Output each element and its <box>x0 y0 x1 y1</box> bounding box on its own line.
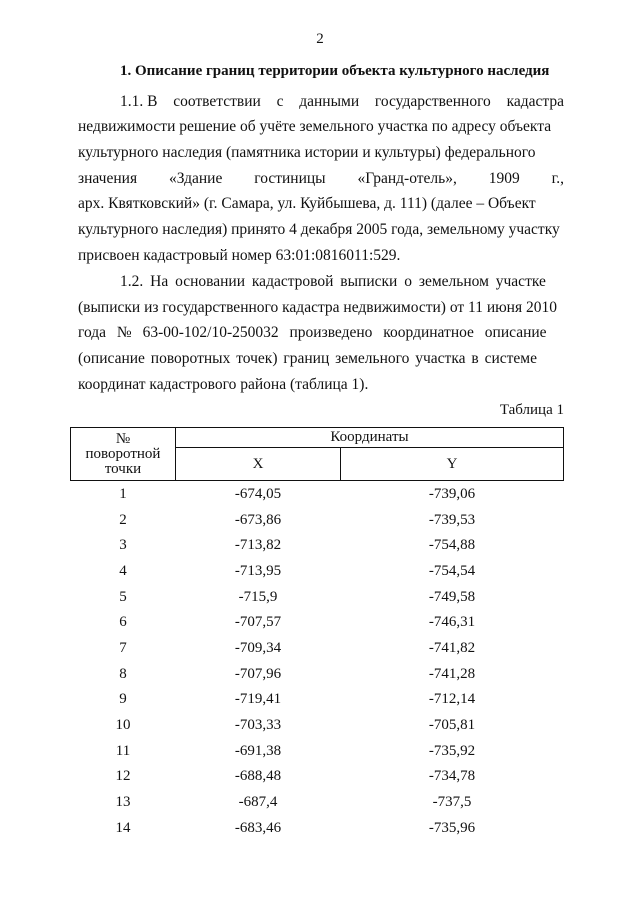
y-coordinate-cell: -749,58 <box>428 588 476 605</box>
x-coordinate-cell: -719,41 <box>234 691 282 708</box>
x-coordinate-cell: -709,34 <box>234 639 282 656</box>
point-number-cell: 8 <box>119 665 127 682</box>
section-heading: 1. Описание границ территории объекта культурного наследия <box>120 63 550 79</box>
table-row <box>71 558 564 584</box>
point-number-cell: 2 <box>119 511 127 528</box>
table-row <box>71 532 564 558</box>
page-number: 2 <box>316 31 324 47</box>
paragraph-1-1-line-2: недвижимости решение об учёте земельного участка по адресу объекта <box>78 118 552 135</box>
paragraph-1-1-line-7: присвоен кадастровый номер 63:01:0816011:529. <box>78 247 401 264</box>
x-coordinate-cell: -703,33 <box>234 717 282 734</box>
table-row <box>71 661 564 687</box>
point-number-cell: 12 <box>115 768 131 785</box>
word: «Здание <box>168 170 223 187</box>
x-coordinate-cell: -674,05 <box>234 485 282 502</box>
y-coordinate-cell: -734,78 <box>428 768 476 785</box>
table-row <box>71 764 564 790</box>
word: 1.1. В <box>120 93 158 110</box>
table-row <box>71 687 564 713</box>
point-number-header <box>71 428 176 481</box>
x-coordinate-cell: -673,86 <box>234 511 282 528</box>
point-number-cell: 1 <box>119 485 127 502</box>
word: «Гранд-отель», <box>357 170 457 187</box>
point-number-header-line-2: поворотной <box>85 445 161 462</box>
y-coordinate-cell: -746,31 <box>428 614 476 631</box>
y-coordinate-cell: -754,54 <box>428 562 476 579</box>
table-row <box>71 481 564 507</box>
x-coordinate-cell: -707,96 <box>234 665 282 682</box>
table-row <box>71 738 564 764</box>
y-coordinate-cell: -735,92 <box>428 742 476 759</box>
paragraph-1-1-line-6: культурного наследия) принято 4 декабря 2005 года, земельному участку <box>78 221 560 238</box>
paragraph-1-2-line-1: 1.2. На основании кадастровой выписки о земельном участке <box>120 273 546 290</box>
word: 1909 <box>488 170 520 187</box>
y-coordinate-cell: -737,5 <box>432 794 472 811</box>
paragraph-1-2-line-3: года № 63-00-102/10-250032 произведено координатное описание <box>78 324 547 341</box>
paragraph-1-2-line-2: (выписки из государственного кадастра недвижимости) от 11 июня 2010 <box>78 299 557 316</box>
table-row <box>71 789 564 815</box>
y-coordinate-cell: -739,06 <box>428 485 476 502</box>
word: данными <box>299 93 360 110</box>
x-coordinate-cell: -687,4 <box>238 794 278 811</box>
paragraph-1-1-line-3: культурного наследия (памятника истории и культуры) федерального <box>78 144 536 161</box>
x-coordinate-cell: -688,48 <box>234 768 282 785</box>
point-number-cell: 7 <box>119 639 127 656</box>
coordinates-table-body <box>71 481 564 841</box>
word: государственного <box>374 93 491 110</box>
point-number-cell: 4 <box>119 562 127 579</box>
x-coordinate-cell: -713,82 <box>234 537 282 554</box>
y-coordinate-cell: -712,14 <box>428 691 476 708</box>
word: с <box>276 93 284 110</box>
paragraph-1-1-line-1 <box>120 93 564 111</box>
table-row <box>71 609 564 635</box>
x-coordinate-cell: -691,38 <box>234 742 282 759</box>
table-row <box>71 507 564 533</box>
paragraph-1-2-line-4: (описание поворотных точек) границ земельного участка в системе <box>78 350 537 367</box>
word: кадастра <box>506 93 564 110</box>
word: г., <box>551 170 564 187</box>
point-number-cell: 11 <box>115 742 131 759</box>
x-coordinate-cell: -707,57 <box>234 614 282 631</box>
paragraph-1-1-line-4 <box>78 170 564 188</box>
table-row <box>71 712 564 738</box>
y-coordinate-cell: -735,96 <box>428 819 476 836</box>
point-number-header-line-1: № <box>115 430 131 447</box>
point-number-cell: 5 <box>119 588 127 605</box>
table-row <box>71 815 564 841</box>
y-coordinate-cell: -741,28 <box>428 665 476 682</box>
x-coordinate-cell: -715,9 <box>238 588 278 605</box>
x-header: X <box>176 448 341 481</box>
word: гостиницы <box>254 170 326 187</box>
point-number-header-line-3: точки <box>104 460 142 477</box>
point-number-cell: 14 <box>115 819 131 836</box>
x-coordinate-cell: -683,46 <box>234 819 282 836</box>
paragraph-1-1-line-5: арх. Квятковский» (г. Самара, ул. Куйбышева, д. 111) (далее – Объект <box>78 195 536 212</box>
paragraph-1-2-line-5: координат кадастрового района (таблица 1). <box>78 376 369 393</box>
coordinates-header: Координаты <box>176 428 564 448</box>
y-coordinate-cell: -739,53 <box>428 511 476 528</box>
word: соответствии <box>173 93 261 110</box>
point-number-cell: 3 <box>119 537 127 554</box>
y-coordinate-cell: -754,88 <box>428 537 476 554</box>
y-coordinate-cell: -705,81 <box>428 717 476 734</box>
point-number-cell: 9 <box>119 691 127 708</box>
table-row <box>71 584 564 610</box>
table-caption: Таблица 1 <box>499 402 564 418</box>
point-number-cell: 10 <box>115 717 131 734</box>
point-number-cell: 13 <box>115 794 131 811</box>
table-row <box>71 635 564 661</box>
y-coordinate-cell: -741,82 <box>428 639 476 656</box>
word: значения <box>78 170 138 187</box>
x-coordinate-cell: -713,95 <box>234 562 282 579</box>
coordinates-table <box>70 427 564 841</box>
y-header: Y <box>341 448 564 481</box>
point-number-cell: 6 <box>119 614 127 631</box>
